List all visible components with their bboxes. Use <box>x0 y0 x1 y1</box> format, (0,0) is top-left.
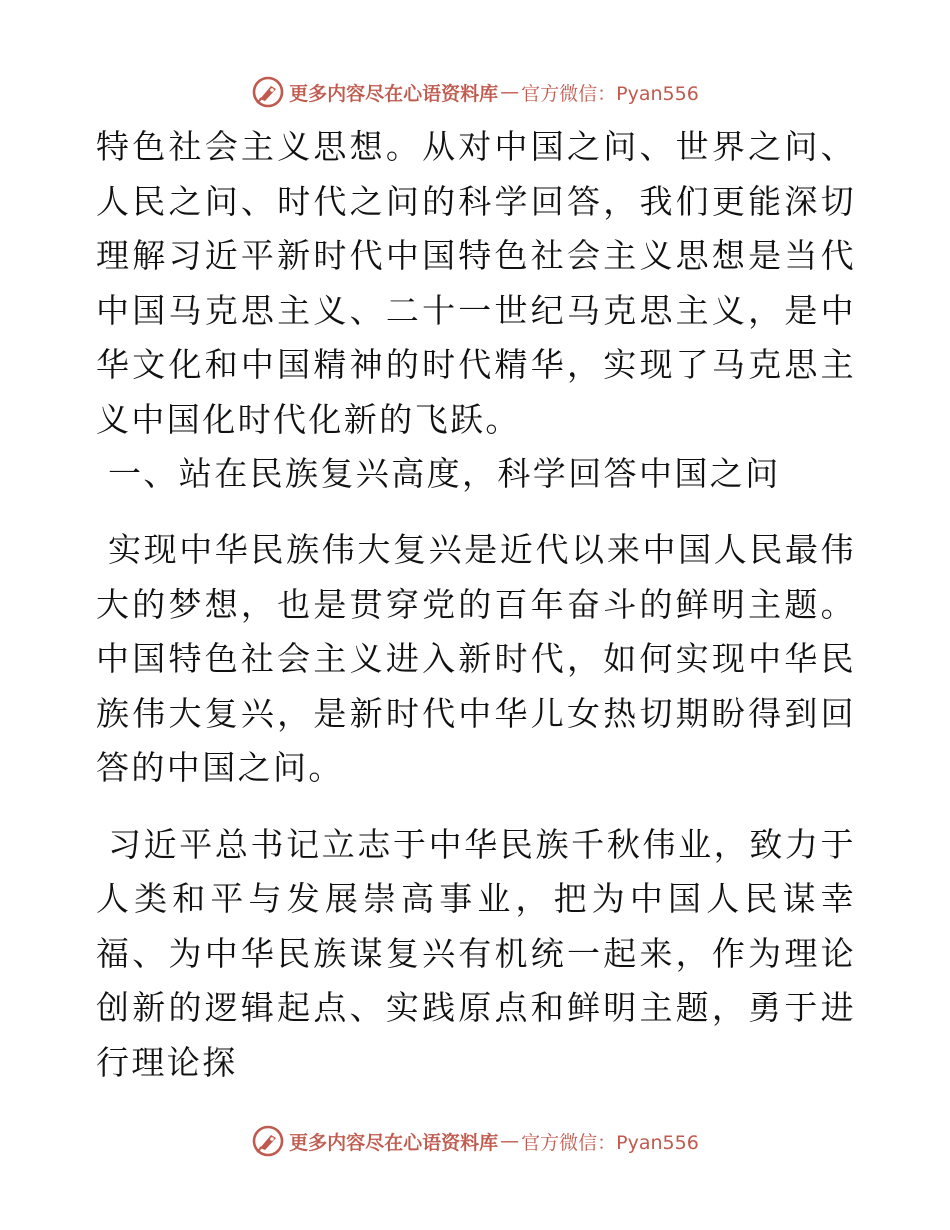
watermark-dash: — <box>500 1130 520 1152</box>
watermark-main-text: 更多内容尽在心语资料库 <box>289 82 499 105</box>
watermark-wechat-text: 官方微信：Pyan556 <box>521 82 699 105</box>
pen-nib-logo-icon <box>251 1124 285 1158</box>
footer-watermark <box>0 1121 950 1161</box>
paragraph-1: 特色社会主义思想。从对中国之问、世界之问、人民之问、时代之问的科学回答，我们更能深切理解习近平新时代中国特色社会主义思想是当代中国马克思主义、二十一世纪马克思主义，是中华文化和中国精神的时代精华，实现了马克思主义中国化时代化新的飞跃。 <box>96 127 856 439</box>
watermark-dash: — <box>500 81 520 103</box>
paragraph-3: 习近平总书记立志于中华民族千秋伟业，致力于人类和平与发展崇高事业，把为中国人民谋幸福、为中华民族谋复兴有机统一起来，作为理论创新的逻辑起点、实践原点和鲜明主题，勇于进行理论探 <box>96 824 856 1082</box>
header-watermark <box>0 72 950 112</box>
document-body <box>96 120 856 1090</box>
watermark-wechat-text: 官方微信：Pyan556 <box>521 1131 699 1154</box>
pen-nib-logo-icon <box>251 75 285 109</box>
section-heading: 一、站在民族复兴高度，科学回答中国之问 <box>108 454 781 493</box>
paragraph-2: 实现中华民族伟大复兴是近代以来中国人民最伟大的梦想，也是贯穿党的百年奋斗的鲜明主题。中国特色社会主义进入新时代，如何实现中华民族伟大复兴，是新时代中华儿女热切期盼得到回答的中国之问。 <box>96 530 856 787</box>
watermark-main-text: 更多内容尽在心语资料库 <box>289 1131 499 1154</box>
